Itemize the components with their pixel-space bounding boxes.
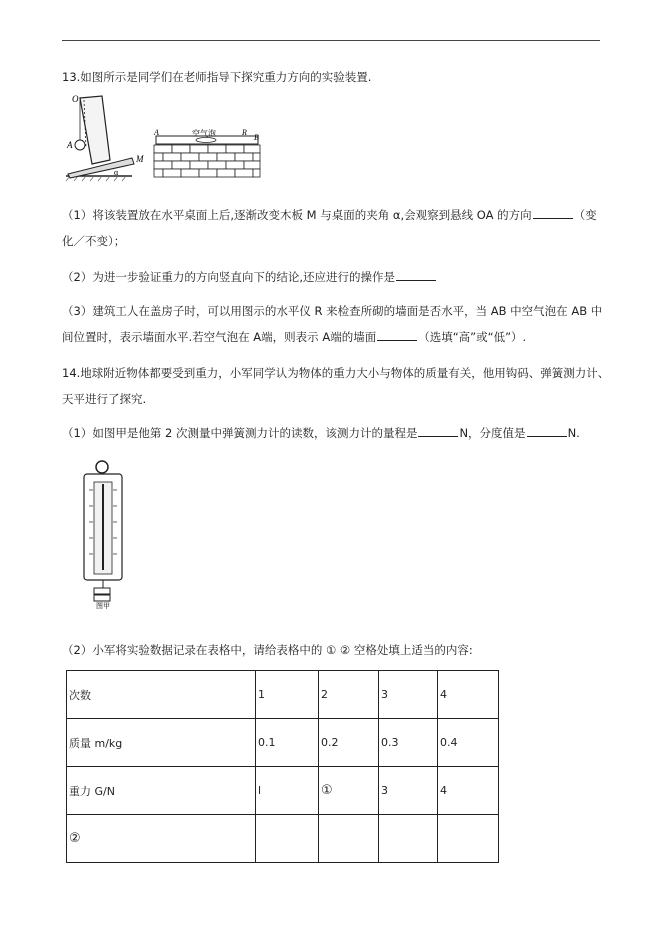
table-cell[interactable] <box>379 815 438 863</box>
q14-part1-text: （1）如图甲是他第 2 次测量中弹簧测力计的读数，该测力计的量程是 <box>62 426 418 440</box>
q13-title: 13.如图所示是同学们在老师指导下探究重力方向的实验装置. <box>62 70 372 84</box>
table-cell: 0.2 <box>319 719 379 767</box>
table-row <box>67 671 499 719</box>
answer-blank[interactable] <box>527 426 567 437</box>
level-on-wall-figure <box>152 128 264 180</box>
table-cell: 3 <box>379 671 438 719</box>
label-a: A <box>67 140 73 150</box>
answer-blank[interactable] <box>418 426 458 437</box>
answer-blank[interactable] <box>396 270 436 281</box>
table-cell: 0.4 <box>438 719 499 767</box>
q14-part1-text-c: N. <box>567 426 580 440</box>
q13-part1-text-b: （变 <box>573 208 597 222</box>
label-o: O <box>72 94 79 104</box>
table-cell: 次数 <box>67 671 256 719</box>
table-row <box>67 767 499 815</box>
q13-part2 <box>62 270 437 284</box>
label-pa: A <box>154 128 159 137</box>
data-table <box>66 670 499 863</box>
table-cell: 3 <box>379 767 438 815</box>
table-cell: 4 <box>438 671 499 719</box>
q14-part1-text-b: N，分度值是 <box>459 426 526 440</box>
spring-scale-figure <box>80 458 130 610</box>
q13-part2-text: （2）为进一步验证重力的方向竖直向下的结论,还应进行的操作是 <box>62 270 395 284</box>
q13-part1-line2: 化／不变）； <box>62 234 126 248</box>
q14-part2: （2）小军将实验数据记录在表格中，请给表格中的 ① ② 空格处填上适当的内容: <box>62 643 473 657</box>
q13-part1-text: （1）将该装置放在水平桌面上后,逐渐改变木板 M 与桌面的夹角 α,会观察到悬线 OA 的方向 <box>62 208 532 222</box>
table-cell[interactable] <box>256 815 319 863</box>
label-bubble: 空气泡 <box>192 129 216 138</box>
label-m: M <box>136 154 144 164</box>
table-cell: 4 <box>438 767 499 815</box>
q13-part1-line1 <box>62 208 597 222</box>
q13-part3-line2 <box>62 330 526 344</box>
table-cell: l <box>256 767 319 815</box>
label-pb: B <box>254 133 259 142</box>
q13-part3-text-b: （选填“高”或“低”）. <box>418 330 527 344</box>
table-cell-blank-1[interactable]: ① <box>319 767 379 815</box>
q14-title-line1: 14.地球附近物体都要受到重力，小军同学认为物体的重力大小与物体的质量有关，他用钩码、弹簧测力计、 <box>62 366 610 380</box>
label-r: R <box>242 128 247 137</box>
label-alpha: α <box>114 168 119 177</box>
table-cell: 2 <box>319 671 379 719</box>
q14-part1 <box>62 426 580 440</box>
figure-caption: 图甲 <box>96 602 110 610</box>
q14-title-line2: 天平进行了探究. <box>62 392 147 406</box>
table-cell: 0.1 <box>256 719 319 767</box>
answer-blank[interactable] <box>377 330 417 341</box>
table-cell-blank-2[interactable]: ② <box>67 815 256 863</box>
plumb-line-apparatus-figure <box>62 88 152 182</box>
table-cell: 1 <box>256 671 319 719</box>
header-rule <box>62 40 600 41</box>
table-cell[interactable] <box>438 815 499 863</box>
q13-part3-text: 间位置时，表示墙面水平.若空气泡在 A端，则表示 A端的墙面 <box>62 330 377 344</box>
table-cell: 质量 m/kg <box>67 719 256 767</box>
answer-blank[interactable] <box>533 208 573 219</box>
table-cell: 0.3 <box>379 719 438 767</box>
q13-part3-line1: （3）建筑工人在盖房子时，可以用图示的水平仪 R 来检查所砌的墙面是否水平，当 AB 中空气泡在 AB 中 <box>62 304 603 318</box>
table-cell: 重力 G/N <box>67 767 256 815</box>
table-cell[interactable] <box>319 815 379 863</box>
table-row <box>67 815 499 863</box>
table-row <box>67 719 499 767</box>
